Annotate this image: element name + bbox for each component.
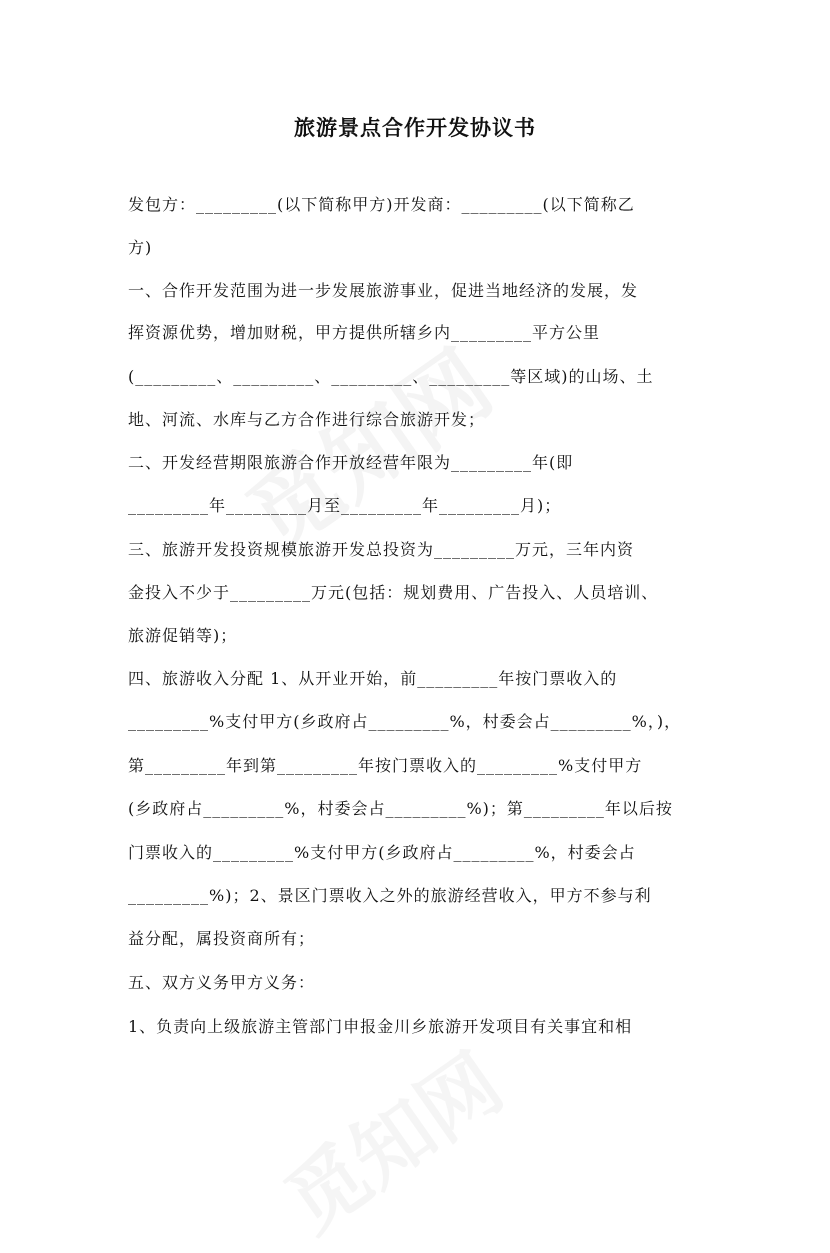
document-line: (_________、_________、_________、_________等区域)的山场、土 [128,367,654,386]
document-line: _________%支付甲方(乡政府占_________%，村委会占_________%，)， [128,712,682,731]
document-line: 地、河流、水库与乙方合作进行综合旅游开发； [128,410,486,429]
document-line: _________%)；2、景区门票收入之外的旅游经营收入，甲方不参与利 [128,886,652,905]
document-line: 三、旅游开发投资规模旅游开发总投资为_________万元，三年内资 [128,540,635,559]
document-line: 门票收入的_________%支付甲方(乡政府占_________%，村委会占 [128,843,636,862]
document-line: 益分配，属投资商所有； [128,929,316,948]
document-line: 挥资源优势，增加财税，甲方提供所辖乡内_________平方公里 [128,323,601,342]
document-line: 方) [128,238,153,257]
watermark [259,1022,522,1253]
document-line: 旅游促销等)； [128,626,238,645]
document-line: 二、开发经营期限旅游合作开放经营年限为_________年(即 [128,453,574,472]
document-line: 第_________年到第_________年按门票收入的_________%支付甲方 [128,756,643,775]
document-line: 一、合作开发范围为进一步发展旅游事业，促进当地经济的发展，发 [128,281,639,300]
document-line: 五、双方义务甲方义务： [128,973,316,992]
document-line: 四、旅游收入分配 1、从开业开始，前_________年按门票收入的 [128,669,618,688]
document-line: _________年_________月至_________年_________月)； [128,496,562,515]
document-line: 发包方：_________(以下简称甲方)开发商：_________(以下简称乙 [128,195,635,214]
document-line: 金投入不少于_________万元(包括：规划费用、广告投入、人员培训、 [128,583,659,602]
document-line: (乡政府占_________%，村委会占_________%)；第_________年以后按 [128,799,673,818]
document-line: 1、负责向上级旅游主管部门申报金川乡旅游开发项目有关事宜和相 [128,1017,633,1036]
document-title: 旅游景点合作开发协议书 [294,115,536,140]
